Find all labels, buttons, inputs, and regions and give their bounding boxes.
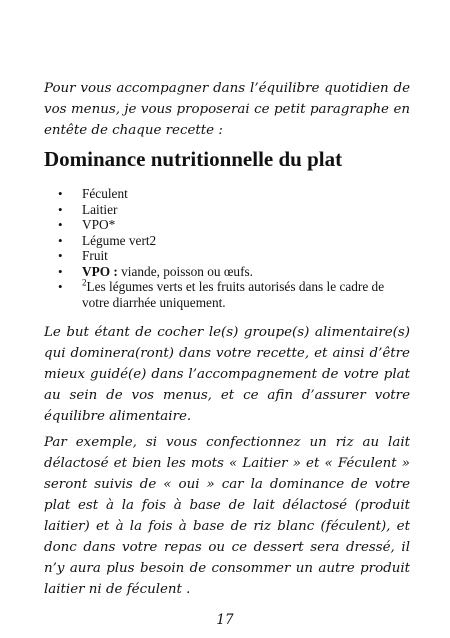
list-item-vpo xyxy=(58,217,388,233)
list-item-label: Fruit xyxy=(82,248,108,263)
list-item-legume-vert xyxy=(58,233,388,249)
footnote-marker: 2 xyxy=(82,277,87,288)
list-item-vpo-definition xyxy=(58,264,388,280)
page-number: 17 xyxy=(216,612,234,628)
list-item-feculent xyxy=(58,186,388,202)
list-item-label: Laitier xyxy=(82,201,118,217)
list-item-label: Féculent xyxy=(82,186,128,201)
list-item-label: VPO* xyxy=(82,217,116,232)
list-item-label: Légume vert2 xyxy=(82,232,157,248)
list-item-footnote xyxy=(58,279,388,310)
intro-paragraph: Pour vous accompagner dans l’équilibre quotidien de vos menus, je vous proposerai ce petit paragraphe en entête de chaque recette : xyxy=(44,81,410,138)
footnote-text: Les légumes verts et les fruits autorisés dans le cadre de votre diarrhée uniquement. xyxy=(82,279,385,310)
explanation-paragraph: Le but étant de cocher le(s) groupe(s) alimentaire(s) qui dominera(ront) dans votre recette, et ainsi d’être mieux guidé(e) dans l’accompagnement de votre plat au sein de vos menus, et ce afin d’assurer votre équilibre alimentaire. xyxy=(44,325,410,424)
example-paragraph: Par exemple, si vous confectionnez un riz au lait délactosé et bien les mots « Laitier » et « Féculent » seront suivis de « oui » car la dominance de votre plat est à la fois à base de lait délactosé (produit laitier) et à la fois à base de riz blanc (féculent), et donc dans votre repas ou ce dessert sera dressé, il n’y aura plus besoin de consommer un autre produit laitier ni de féculent . xyxy=(44,435,410,597)
list-item-laitier xyxy=(58,202,388,218)
vpo-definition-text: viande, poisson ou œufs. xyxy=(117,263,254,279)
nutrition-list xyxy=(58,186,388,310)
vpo-definition-label: VPO : xyxy=(82,263,118,279)
section-heading: Dominance nutritionnelle du plat xyxy=(44,147,343,171)
list-item-fruit xyxy=(58,248,388,264)
